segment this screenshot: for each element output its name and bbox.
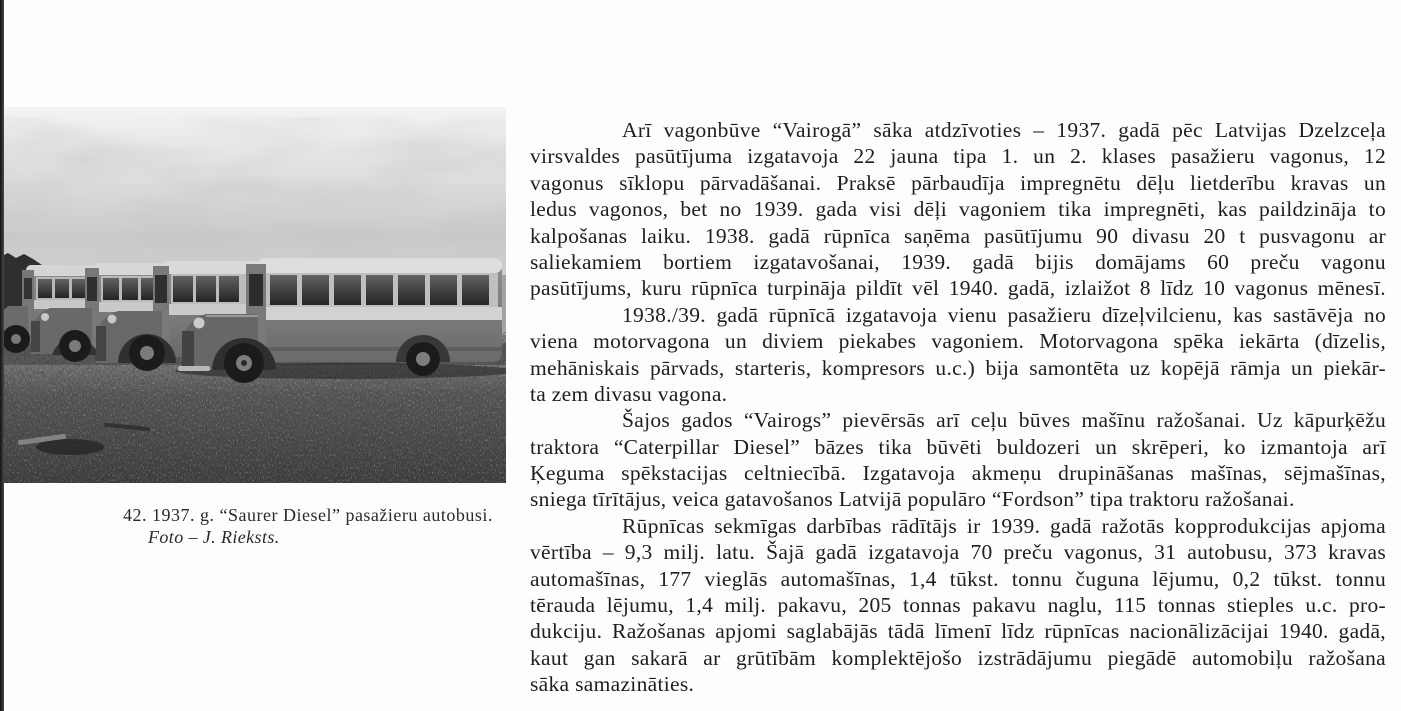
text-line: ledus vagonos, bet no 1939. gada visi dēļi vagoniem tika impregnēti, kas paildzināja to [530,197,1386,222]
text-line: Rūpnīcas sekmīgas darbības rādītājs ir 1939. gadā ražotās kopprodukcijas apjoma [622,513,1386,538]
text-line: traktora “Caterpillar Diesel” bāzes tika būvēti buldozeri un skrēperi, ko izmantoja arī [530,434,1386,459]
text-line: Šajos gados “Vairogs” pievērsās arī ceļu būves mašīnu ražošanai. Uz kāpurķēžu [622,408,1386,433]
text-line: tērauda lējumu, 1,4 milj. pakavu, 205 tonnas pakavu naglu, 115 tonnas stieples u.c. pro- [530,593,1386,618]
text-line: vagonus sīklopu pārvadāšanai. Praksē pārbaudīja impregnētu dēļu lietderību kravas un [530,170,1386,195]
paragraph-2 [530,302,1386,408]
text-line: vērtība – 9,3 milj. latu. Šajā gadā izgatavoja 70 preču vagonus, 31 autobusu, 373 kravas [530,540,1386,565]
text-line: mehāniskais pārvads, starteris, kompresors u.c.) bija samontēta uz kopējā rāmja un piekār- [530,355,1386,380]
paragraph-1 [530,117,1386,302]
paragraph-3 [530,407,1386,513]
book-binding-edge [0,0,4,711]
photo-credit: Foto – J. Rieksts. [148,527,280,547]
text-line: pasūtījums, kuru rūpnīca turpināja pildīt vēl 1940. gadā, izlaižot 8 līdz 10 vagonus mēnesī. [530,276,1386,301]
text-line: Ķeguma spēkstacijas celtniecībā. Izgatavoja akmeņu drupināšanas mašīnas, sējmašīnas, [530,461,1386,486]
text-line: ta zem divasu vagona. [530,381,728,406]
text-line: viena motorvagona un diviem piekabes vagoniem. Motorvagona spēka iekārta (dīzelis, [530,329,1386,354]
bus-photo [0,107,506,483]
text-line: kalpošanas laiku. 1938. gadā rūpnīca saņēma pasūtījumu 90 divasu 20 t pusvagonu ar [530,223,1386,248]
text-line: automašīnas, 177 vieglās automašīnas, 1,4 tūkst. tonnu čuguna lējumu, 0,2 tūkst. tonnu [530,566,1386,591]
text-line: virsvaldes pasūtījuma izgatavoja 22 jauna tipa 1. un 2. klases pasažieru vagonus, 12 [530,144,1386,169]
text-line: Arī vagonbūve “Vairogā” sāka atdzīvoties – 1937. gadā pēc Latvijas Dzelzceļa [622,118,1386,142]
text-line: 1938./39. gadā rūpnīcā izgatavoja vienu pasažieru dīzeļvilcienu, kas sastāvēja no [622,302,1386,327]
text-line: sniega tīrītājus, veica gatavošanos Latvijā populāro “Fordson” tipa traktoru ražošanai. [530,487,1295,512]
text-line: kaut gan sakarā ar grūtībām komplektējošo izstrādājumu piegādē automobiļu ražošana [530,645,1386,670]
figure-caption: 42. 1937. g. “Saurer Diesel” pasažieru autobusi. [123,505,493,525]
text-line: saliekamiem bortiem izgatavošanai, 1939. gadā bijis domājams 60 preču vagonu [530,249,1386,274]
paragraph-4 [530,513,1386,698]
text-line: dukciju. Ražošanas apjomi saglabājās tādā līmenī līdz rūpnīcas nacionālizācijai 1940. gadā, [530,619,1386,644]
text-line: sāka samazināties. [530,672,695,697]
body-text [530,117,1386,698]
